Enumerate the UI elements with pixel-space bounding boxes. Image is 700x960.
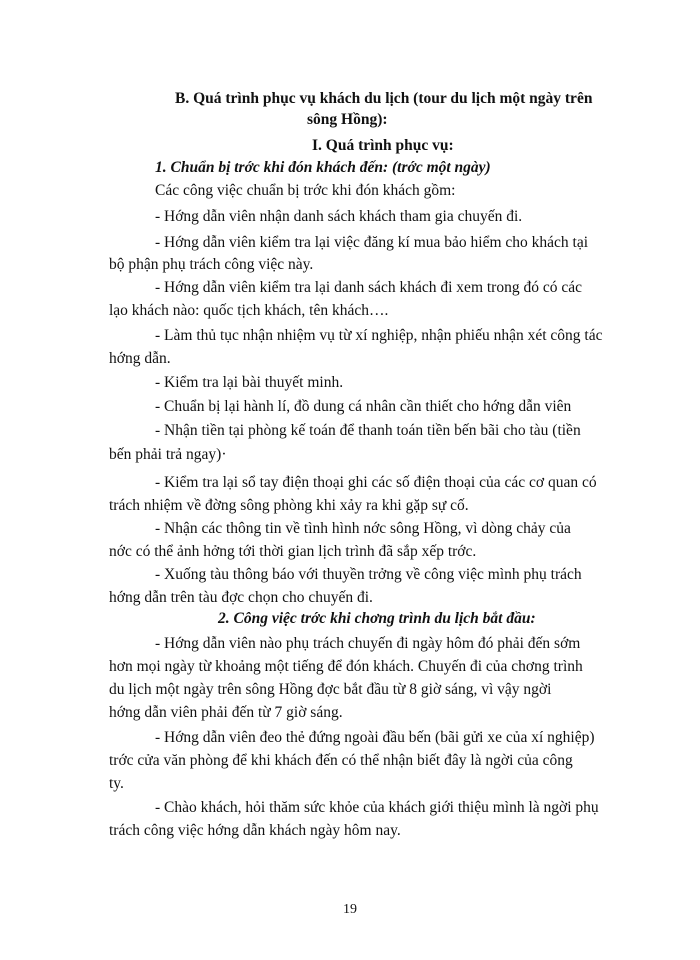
paragraph-line: nớc có thể ảnh hởng tới thời gian lịch trình đã sắp xếp trớc. [109, 543, 477, 560]
paragraph-line: lạo khách nào: quốc tịch khách, tên khách…. [109, 302, 389, 319]
paragraph-line: - Hớng dẫn viên đeo thẻ đứng ngoài đầu bến (bãi gửi xe của xí nghiệp) [155, 729, 595, 746]
paragraph-line: - Hớng dẫn viên kiểm tra lại việc đăng kí mua bảo hiểm cho khách tại [155, 234, 589, 251]
paragraph-line: Các công việc chuẩn bị trớc khi đón khách gồm: [155, 182, 456, 199]
paragraph-line: hớng dẫn viên phải đến từ 7 giờ sáng. [109, 704, 343, 721]
paragraph-line: hớng dẫn trên tàu đợc chọn cho chuyến đi. [109, 589, 373, 606]
paragraph-line: trách nhiệm về đờng sông phòng khi xảy ra khi gặp sự cố. [109, 497, 469, 514]
paragraph-line: - Chuẩn bị lại hành lí, đồ dung cá nhân cần thiết cho hớng dẫn viên [155, 398, 572, 415]
paragraph-line: - Kiểm tra lại sổ tay điện thoại ghi các số điện thoại của các cơ quan có [155, 474, 597, 491]
subheading-1: 1. Chuẩn bị trớc khi đón khách đến: (trớc một ngày) [155, 159, 491, 176]
paragraph-line: bộ phận phụ trách công việc này. [109, 256, 314, 273]
paragraph-line: - Hớng dẫn viên nhận danh sách khách tham gia chuyến đi. [155, 208, 523, 225]
paragraph-line: - Hớng dẫn viên kiểm tra lại danh sách khách đi xem trong đó có các [155, 279, 582, 296]
heading-1: I. Quá trình phục vụ: [312, 137, 454, 154]
paragraph-line: - Xuống tàu thông báo với thuyền trởng về công việc mình phụ trách [155, 566, 582, 583]
section-title-continued: sông Hồng): [307, 111, 388, 128]
paragraph-line: - Kiểm tra lại bài thuyết minh. [155, 374, 344, 391]
paragraph-line: hớng dẫn. [109, 350, 171, 367]
paragraph-line: - Làm thủ tục nhận nhiệm vụ từ xí nghiệp, nhận phiếu nhận xét công tác [155, 327, 603, 344]
paragraph-line: hơn mọi ngày từ khoảng một tiếng để đón khách. Chuyến đi của chơng trình [109, 658, 583, 675]
subheading-2: 2. Công việc trớc khi chơng trình du lịch bắt đầu: [218, 610, 536, 627]
paragraph-line: - Nhận các thông tin về tình hình nớc sông Hồng, vì dòng chảy của [155, 520, 571, 537]
paragraph-line: ty. [109, 775, 124, 792]
paragraph-line: - Hớng dẫn viên nào phụ trách chuyến đi ngày hôm đó phải đến sớm [155, 635, 581, 652]
paragraph-line: du lịch một ngày trên sông Hồng đợc bắt đầu từ 8 giờ sáng, vì vậy ngời [109, 681, 552, 698]
paragraph-line: - Nhận tiền tại phòng kế toán để thanh toán tiền bến bãi cho tàu (tiền [155, 422, 581, 439]
paragraph-line: - Chào khách, hỏi thăm sức khỏe của khách giới thiệu mình là ngời phụ [155, 799, 599, 816]
paragraph-line: trớc cửa văn phòng để khi khách đến có thể nhận biết đây là ngời của công [109, 752, 573, 769]
page-number: 19 [343, 902, 357, 917]
paragraph-line: trách công việc hớng dẫn khách ngày hôm nay. [109, 822, 401, 839]
paragraph-line: bến phải trả ngay)· [109, 446, 227, 463]
section-title: B. Quá trình phục vụ khách du lịch (tour du lịch một ngày trên [175, 90, 593, 107]
